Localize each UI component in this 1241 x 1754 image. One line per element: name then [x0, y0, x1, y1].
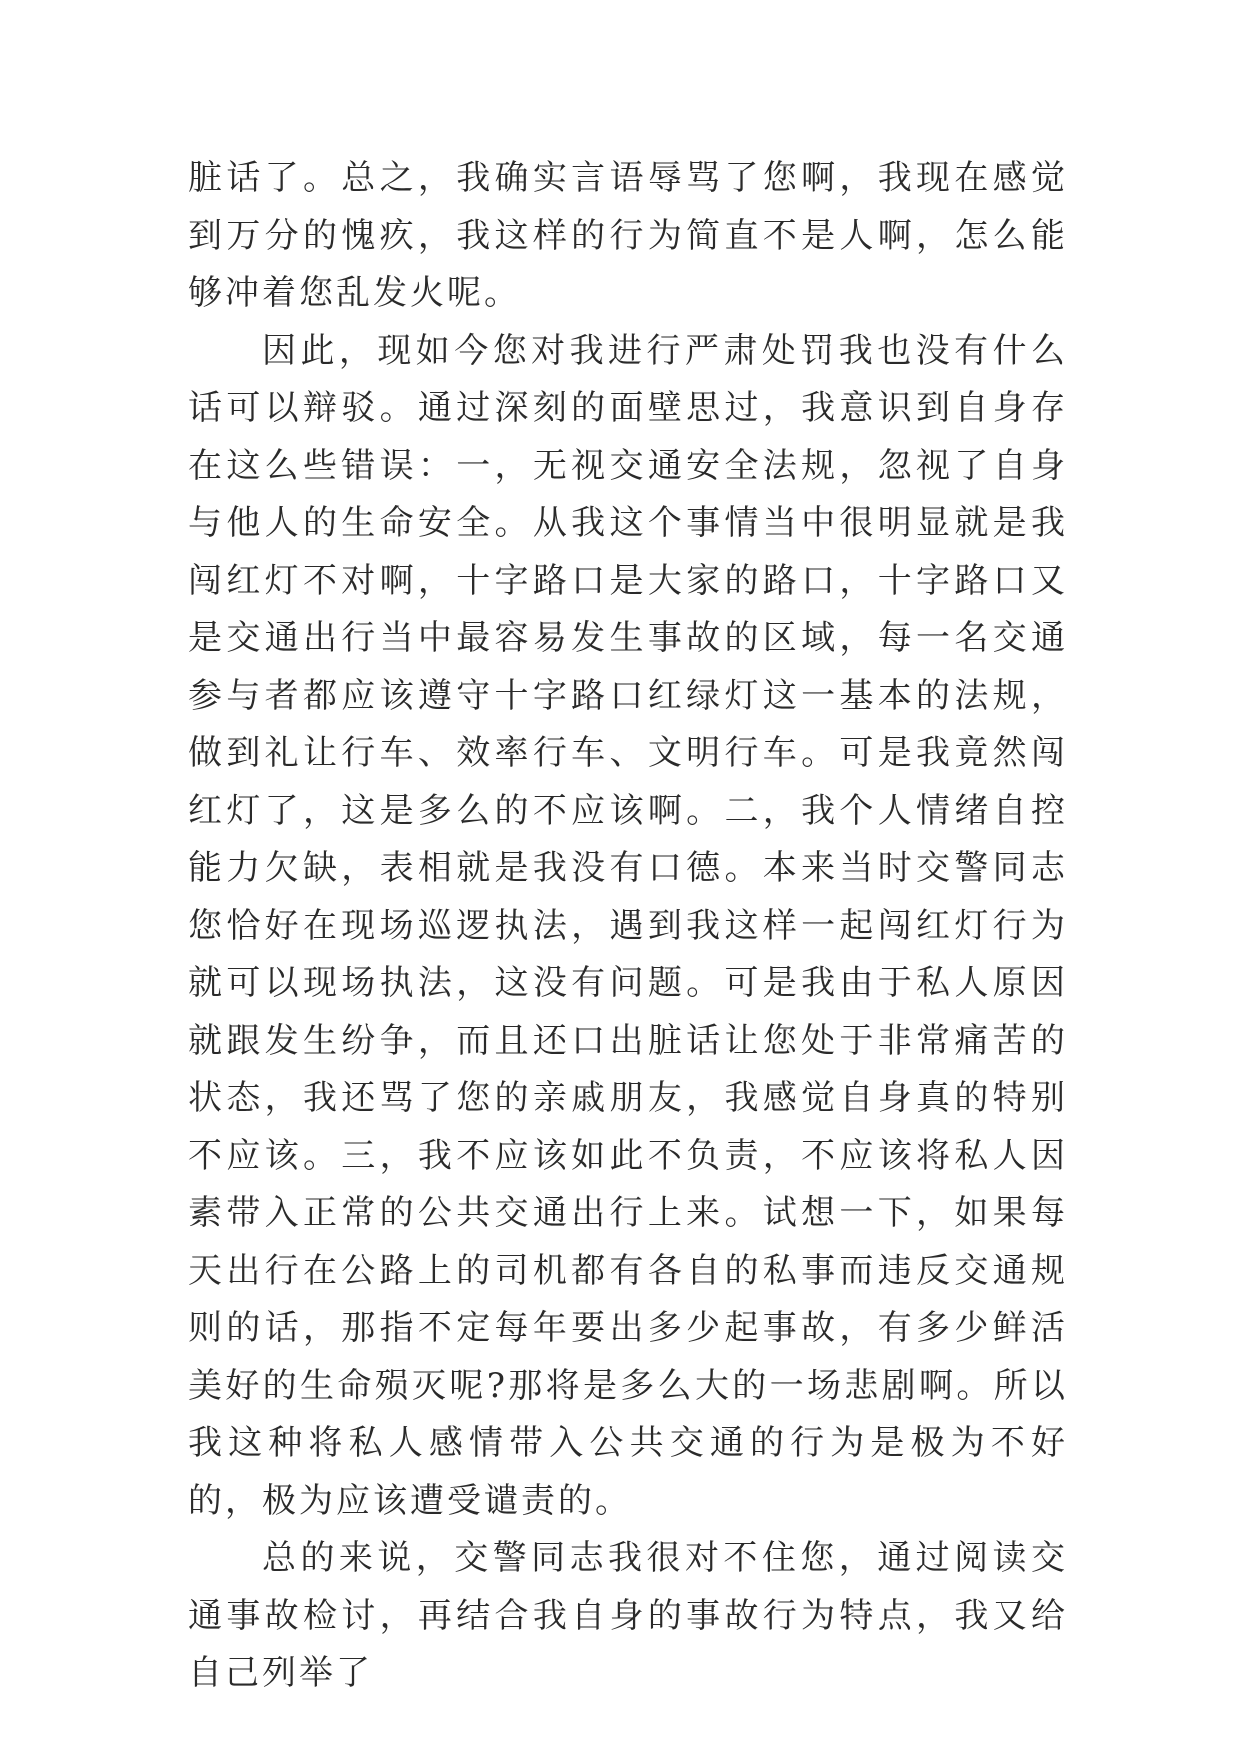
paragraph-errors: 因此，现如今您对我进行严肃处罚我也没有什么话可以辩驳。通过深刻的面壁思过，我意识到自身存在这么些错误：一，无视交通安全法规，忽视了自身与他人的生命安全。从我这个事情当中很明显就是我闯红灯不对啊，十字路口是大家的路口，十字路口又是交通出行当中最容易发生事故的区域，每一名交通参与者都应该遵守十字路口红绿灯这一基本的法规，做到礼让行车、效率行车、文明行车。可是我竟然闯红灯了，这是多么的不应该啊。二，我个人情绪自控能力欠缺，表相就是我没有口德。本来当时交警同志您恰好在现场巡逻执法，遇到我这样一起闯红灯行为就可以现场执法，这没有问题。可是我由于私人原因就跟发生纷争，而且还口出脏话让您处于非常痛苦的状态，我还骂了您的亲戚朋友，我感觉自身真的特别不应该。三，我不应该如此不负责，不应该将私人因素带入正常的公共交通出行上来。试想一下，如果每天出行在公路上的司机都有各自的私事而违反交通规则的话，那指不定每年要出多少起事故，有多少鲜活美好的生命殒灭呢?那将是多么大的一场悲剧啊。所以我这种将私人感情带入公共交通的行为是极为不好的，极为应该遭受谴责的。	[188, 330, 1068, 1521]
paragraph-summary: 总的来说，交警同志我很对不住您，通过阅读交通事故检讨，再结合我自身的事故行为特点，我又给自己列举了	[188, 1538, 1068, 1693]
paragraph-continued: 脏话了。总之，我确实言语辱骂了您啊，我现在感觉到万分的愧疚，我这样的行为简直不是人啊，怎么能够冲着您乱发火呢。	[188, 158, 1068, 313]
document-body	[188, 150, 1068, 1703]
